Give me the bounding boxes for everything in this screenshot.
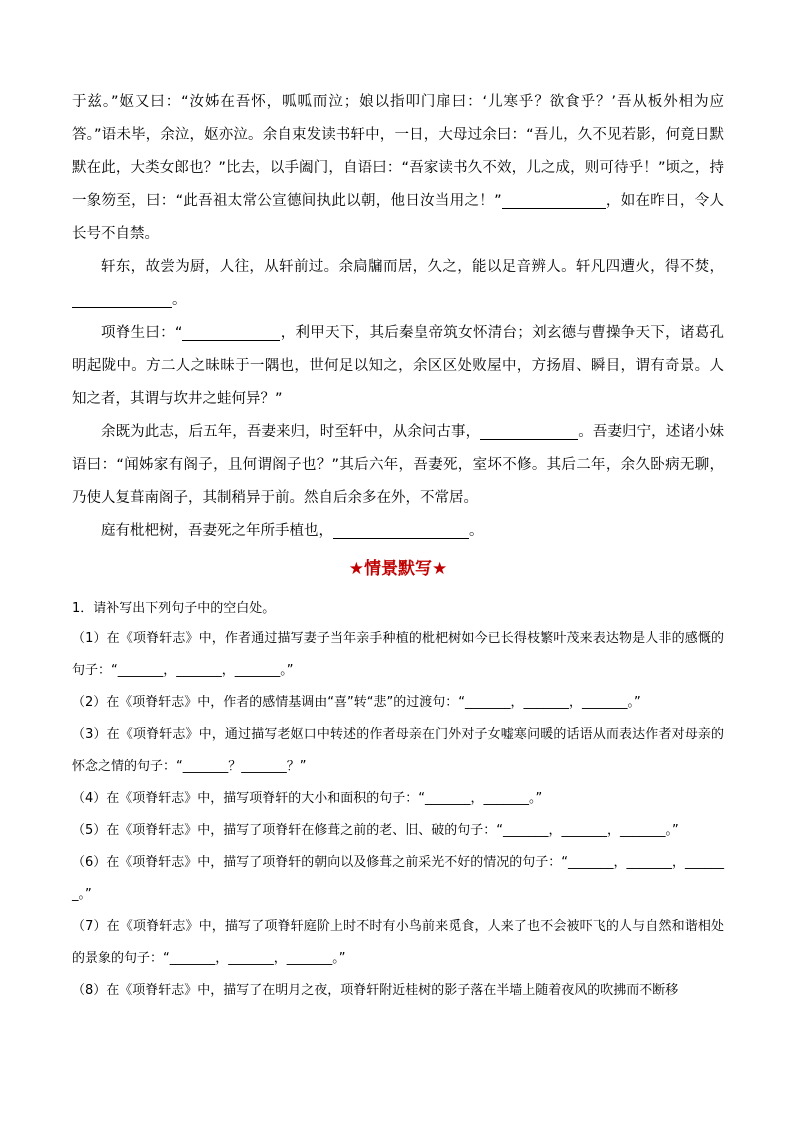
passage-paragraph-1 [72, 86, 724, 251]
passage-paragraph-3 [72, 317, 724, 416]
passage-text: 。 [469, 523, 484, 539]
question-item: （3）在《项脊轩志》中，通过描写老妪口中转述的作者母亲在门外对子女嘘寒问暖的话语从而表达作者对母亲的怀念之情的句子：“_______？_______？” [72, 727, 724, 774]
passage [72, 86, 724, 548]
question-item: （4）在《项脊轩志》中，描写项脊轩的大小和面积的句子：“_______，_______。” [72, 791, 543, 806]
question-item: （8）在《项脊轩志》中，描写了在明月之夜，项脊轩附近桂树的影子落在半墙上随着夜风的吹拂而不断移 [72, 983, 679, 998]
question-intro: 1．请补写出下列句子中的空白处。 [72, 601, 276, 616]
passage-text: 。 [172, 292, 187, 308]
passage-paragraph-5 [72, 515, 724, 548]
fill-blank[interactable] [480, 421, 578, 440]
passage-text: 余既为此志，后五年，吾妻来归，时至轩中，从余问古事， [101, 424, 481, 440]
question-item: （7）在《项脊轩志》中，描写了项脊轩庭阶上时不时有小鸟前来觅食，人来了也不会被吓飞的人与自然和谐相处的景象的句子：“_______，_______，_______。” [72, 919, 724, 966]
passage-text: ，如在昨日，令人长号不自禁。 [72, 193, 724, 242]
passage-text: 轩东，故尝为厨，人往，从轩前过。余扃牖而居，久之，能以足音辨人。轩凡四遭火，得不焚， [101, 259, 724, 275]
passage-text: 庭有枇杷树，吾妻死之年所手植也， [101, 523, 333, 539]
section-heading: ★情景默写★ [348, 559, 448, 579]
question-item: （5）在《项脊轩志》中，描写了项脊轩在修葺之前的老、旧、破的句子：“_______，_______，_______。” [72, 823, 679, 838]
passage-text: 项脊生曰：“ [101, 325, 183, 341]
question-item: （2）在《项脊轩志》中，作者的感情基调由“喜”转“悲”的过渡句：“_______，_______，_______。” [72, 695, 641, 710]
fill-blank[interactable] [72, 289, 172, 308]
question-item: （1）在《项脊轩志》中，作者通过描写妻子当年亲手种植的枇杷树如今已长得枝繁叶茂来表达物是人非的感慨的句子：“_______，_______，_______。” [72, 631, 724, 678]
passage-text: 于兹。”妪又曰：“汝姊在吾怀，呱呱而泣；娘以指叩门扉曰：‘儿寒乎？欲食乎？’吾从板外相为应答。”语未毕，余泣，妪亦泣。余自束发读书轩中，一日，大母过余曰：“吾儿，久不见若影，何竟日默默在此，大类女郎也？”比去，以手阖门，自语曰：“吾家读书久不效，儿之成，则可待乎！”顷之，持一象笏至，曰：“此吾祖太常公宣德间执此以朝，他日汝当用之！” [72, 94, 724, 209]
question-item: （6）在《项脊轩志》中，描写了项脊轩的朝向以及修葺之前采光不好的情况的句子：“_______，_______，_______。” [72, 855, 725, 902]
fill-blank[interactable] [502, 190, 606, 209]
passage-paragraph-2 [72, 251, 724, 317]
passage-paragraph-4 [72, 416, 724, 515]
fill-blank[interactable] [182, 322, 280, 341]
question-list [72, 595, 724, 1007]
passage-text: ，利甲天下，其后秦皇帝筑女怀清台；刘玄德与曹操争天下，诸葛孔明起陇中。方二人之昧昧于一隅也，世何足以知之，余区区处败屋中，方扬眉、瞬目，谓有奇景。人知之者，其谓与坎井之蛙何异？” [72, 325, 725, 407]
document-page [72, 86, 724, 1007]
passage-text: 。吾妻归宁，述诸小妹语曰：“闻姊家有阁子，且何谓阁子也？”其后六年，吾妻死，室坏不修。其后二年，余久卧病无聊，乃使人复葺南阁子，其制稍异于前。然自后余多在外，不常居。 [72, 424, 725, 506]
fill-blank[interactable] [333, 520, 469, 539]
